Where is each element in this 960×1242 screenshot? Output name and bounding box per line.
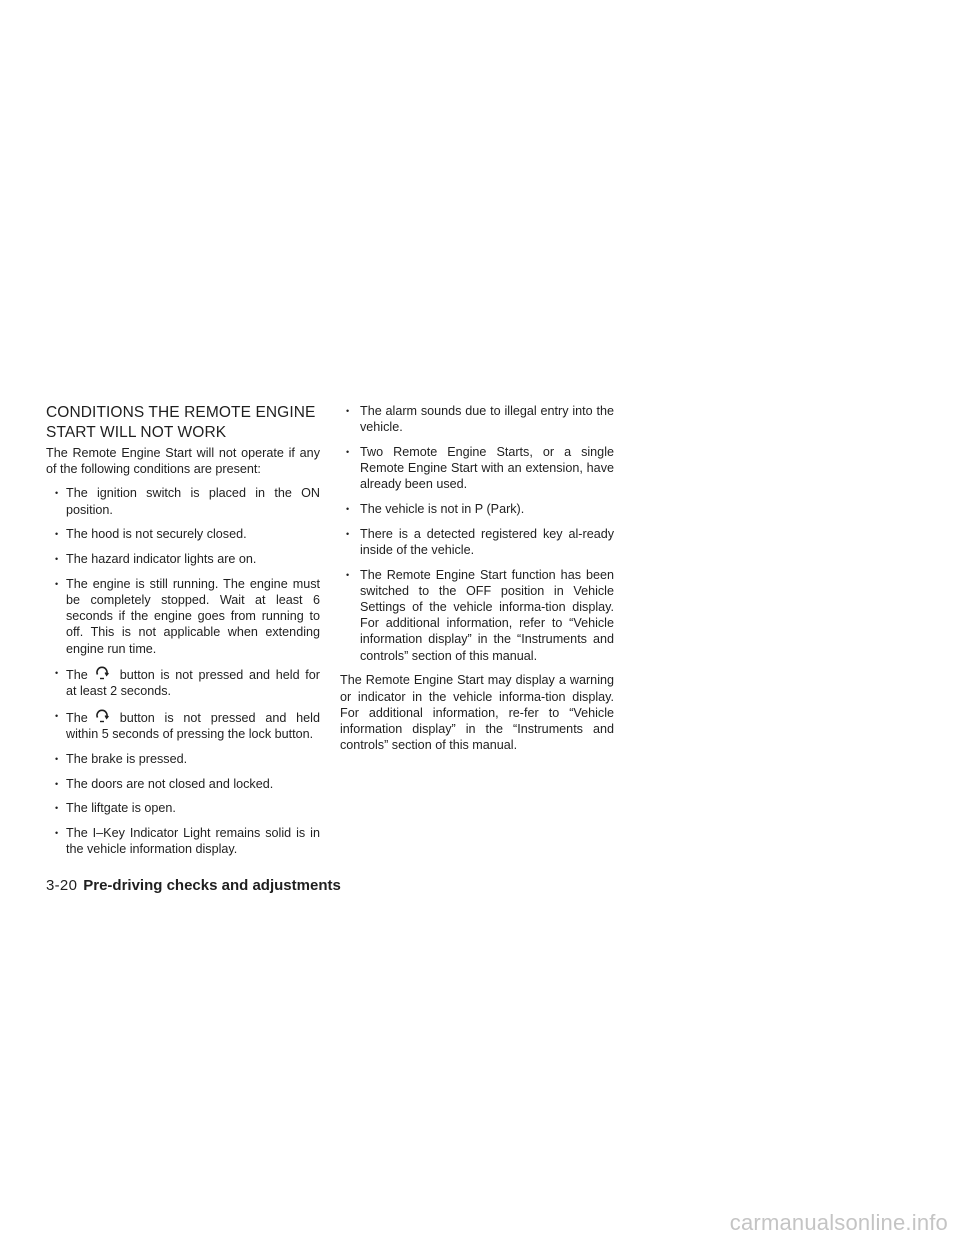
list-item: • The hood is not securely closed. — [46, 526, 320, 542]
bullet-prefix: The — [66, 711, 88, 726]
list-item: • The doors are not closed and locked. — [46, 776, 320, 792]
heading-line-2: START WILL NOT WORK — [46, 424, 227, 441]
list-item: • The brake is pressed. — [46, 751, 320, 767]
list-item: • There is a detected registered key al-ready inside of the vehicle. — [340, 526, 614, 558]
list-item-with-icon — [46, 708, 320, 742]
remote-start-icon — [92, 665, 112, 681]
bullet-suffix: button is not pressed and held within 5 seconds of pressing the lock button. — [66, 711, 320, 742]
list-item: • The I–Key Indicator Light remains solid is in the vehicle information display. — [46, 825, 320, 857]
right-column — [340, 403, 614, 761]
heading-line-1: CONDITIONS THE REMOTE ENGINE — [46, 404, 316, 421]
footer-section-title: Pre-driving checks and adjustments — [83, 877, 341, 894]
conditions-list-right — [340, 403, 614, 664]
page-footer — [46, 877, 341, 895]
list-item: • The Remote Engine Start function has been switched to the OFF position in Vehicle Settings of the vehicle informa-tion display. For additional information, refer to “Vehicle information display” in the “Instruments and controls” section of this manual. — [340, 567, 614, 664]
list-item: • The ignition switch is placed in the ON position. — [46, 485, 320, 517]
list-item: • The vehicle is not in P (Park). — [340, 501, 614, 517]
conditions-list-left — [46, 485, 320, 857]
watermark: carmanualsonline.info — [729, 1210, 948, 1235]
closing-paragraph: The Remote Engine Start may display a warning or indicator in the vehicle informa-tion display. For additional information, re-fer to “Vehicle information display” in the “Instruments and controls” section of this manual. — [340, 673, 614, 753]
list-item: • The engine is still running. The engine must be completely stopped. Wait at least 6 seconds if the engine goes from running to off. This is not applicable when extending engine run time. — [46, 576, 320, 657]
list-item-with-icon — [46, 665, 320, 699]
bullet-prefix: The — [66, 668, 88, 683]
intro-paragraph: The Remote Engine Start will not operate if any of the following conditions are present: — [46, 446, 320, 477]
list-item: • The hazard indicator lights are on. — [46, 551, 320, 567]
remote-start-icon — [92, 708, 112, 724]
page-number: 3-20 — [46, 877, 78, 894]
list-item: • Two Remote Engine Starts, or a single Remote Engine Start with an extension, have already been used. — [340, 444, 614, 493]
list-item: • The liftgate is open. — [46, 800, 320, 816]
section-heading — [46, 403, 320, 443]
bullet-suffix: button is not pressed and held for at least 2 seconds. — [66, 668, 320, 699]
list-item: • The alarm sounds due to illegal entry into the vehicle. — [340, 403, 614, 435]
left-column — [46, 403, 320, 866]
